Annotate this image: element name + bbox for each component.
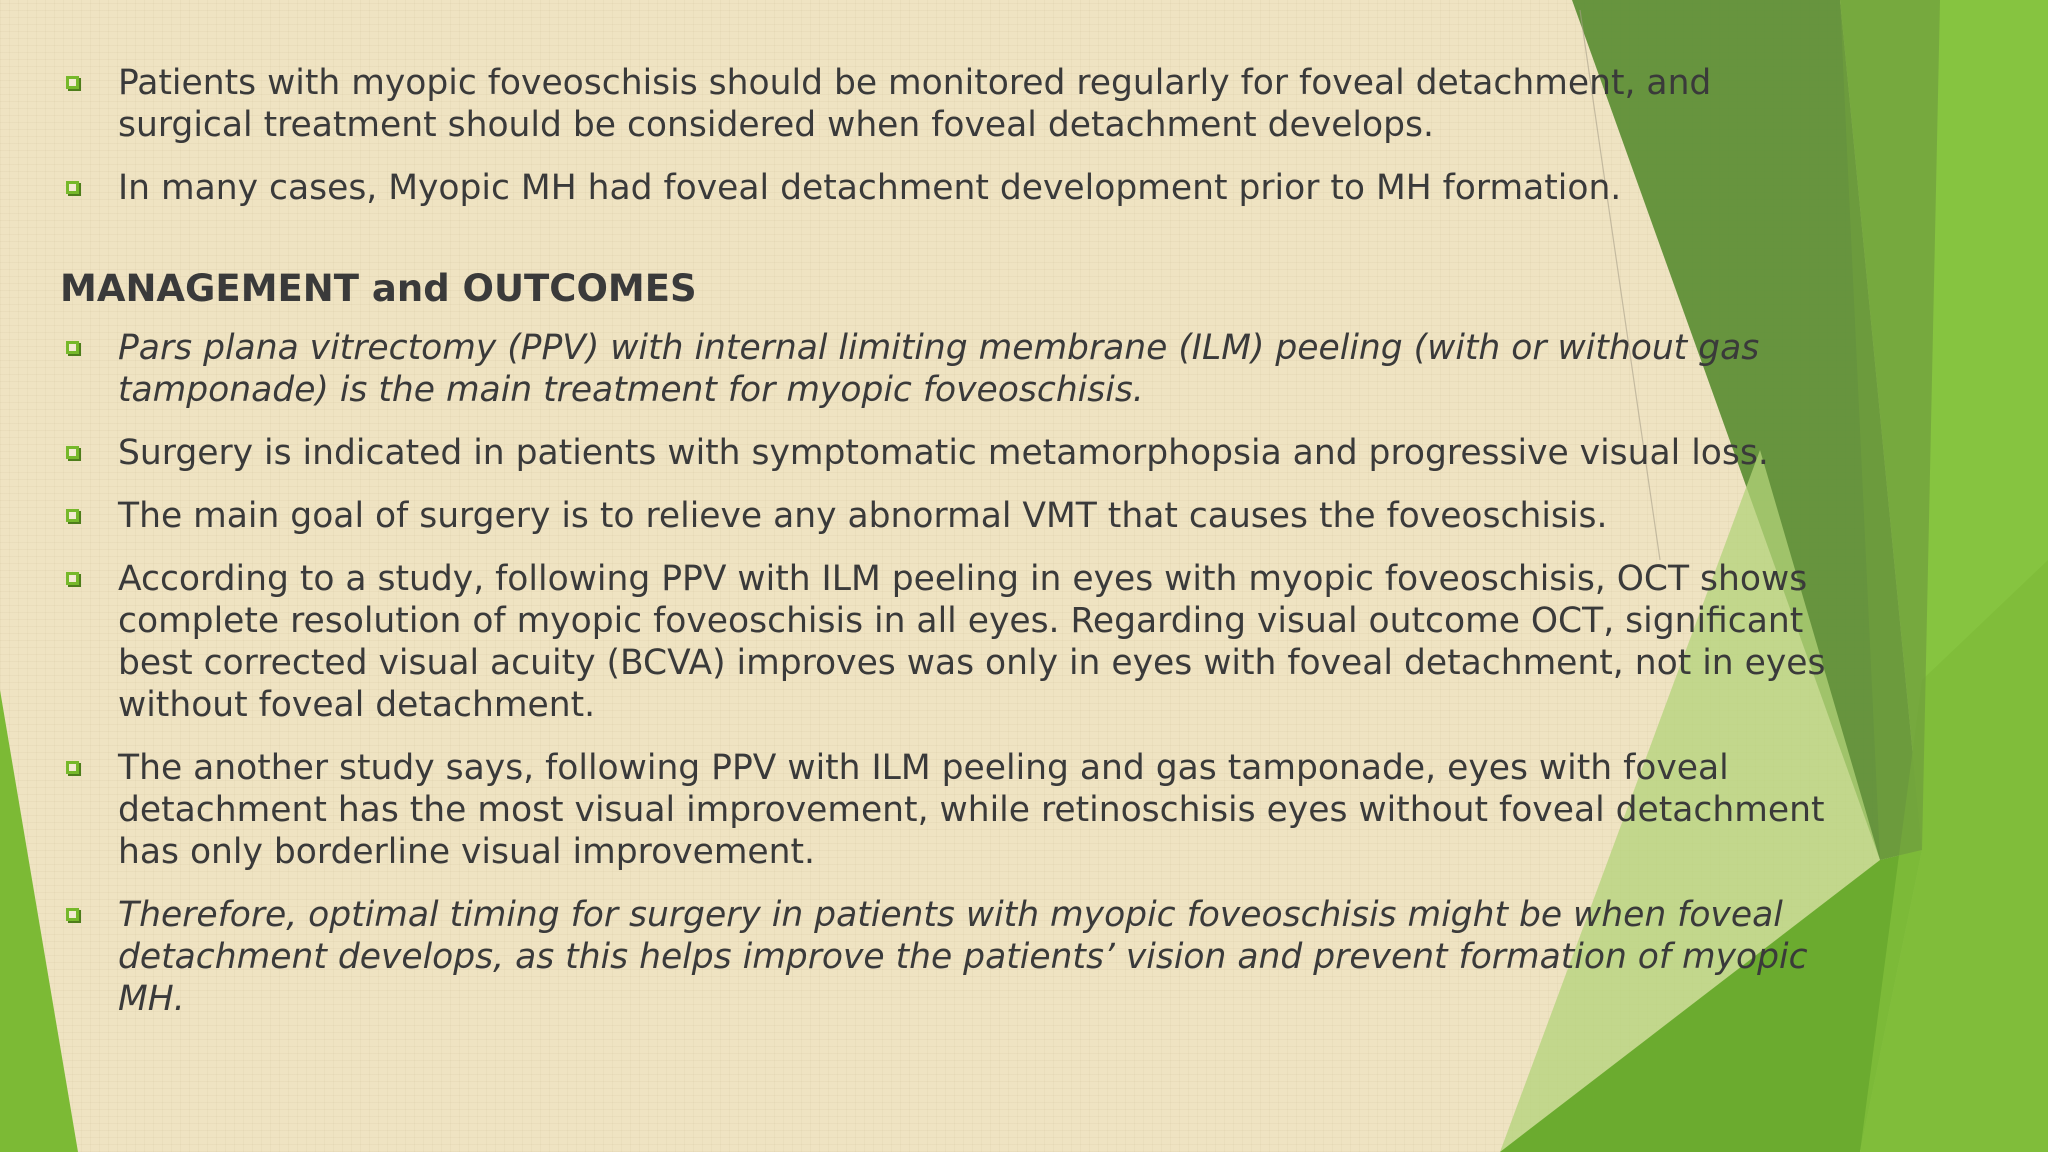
hollow-square-bullet-icon bbox=[66, 509, 79, 522]
hollow-square-bullet-icon bbox=[66, 908, 79, 921]
bullet-text: Patients with myopic foveoschisis should be monitored regularly for foveal detachment, and surgical treatment should be considered when foveal detachment develops. bbox=[118, 63, 1712, 145]
management-bullet-5 bbox=[60, 747, 1840, 873]
management-bullet-1 bbox=[60, 327, 1840, 411]
bullet-text: In many cases, Myopic MH had foveal detachment development prior to MH formation. bbox=[118, 168, 1622, 208]
slide-content bbox=[60, 62, 1840, 1041]
bullet-text: The another study says, following PPV with ILM peeling and gas tamponade, eyes with foveal detachment has the most visual improvement, while retinoschisis eyes without foveal detachment has only borderline visual improvement. bbox=[118, 748, 1825, 872]
hollow-square-bullet-icon bbox=[66, 341, 79, 354]
bullet-text: Surgery is indicated in patients with symptomatic metamorphopsia and progressive visual loss. bbox=[118, 433, 1769, 473]
management-bullet-3 bbox=[60, 495, 1840, 537]
section-heading: MANAGEMENT and OUTCOMES bbox=[60, 267, 697, 310]
management-bullet-6 bbox=[60, 894, 1840, 1020]
intro-bullet-2 bbox=[60, 167, 1840, 209]
hollow-square-bullet-icon bbox=[66, 761, 79, 774]
bullet-text: According to a study, following PPV with ILM peeling in eyes with myopic foveoschisis, OCT shows complete resolution of myopic foveoschisis in all eyes. Regarding visual outcome OCT, significant best corrected visual acuity (BCVA) improves was only in eyes with foveal detachment, not in eyes without foveal detachment. bbox=[118, 559, 1826, 725]
hollow-square-bullet-icon bbox=[66, 446, 79, 459]
hollow-square-bullet-icon bbox=[66, 572, 79, 585]
bullet-text: Pars plana vitrectomy (PPV) with internal limiting membrane (ILM) peeling (with or without gas tamponade) is the main treatment for myopic foveoschisis. bbox=[118, 328, 1760, 410]
hollow-square-bullet-icon bbox=[66, 181, 79, 194]
intro-bullet-1 bbox=[60, 62, 1840, 146]
bullet-text: The main goal of surgery is to relieve any abnormal VMT that causes the foveoschisis. bbox=[118, 496, 1608, 536]
management-bullet-2 bbox=[60, 432, 1840, 474]
bullet-text: Therefore, optimal timing for surgery in patients with myopic foveoschisis might be when foveal detachment develops, as this helps improve the patients’ vision and prevent formation of myopic MH. bbox=[118, 895, 1808, 1019]
hollow-square-bullet-icon bbox=[66, 76, 79, 89]
management-bullet-4 bbox=[60, 558, 1840, 726]
